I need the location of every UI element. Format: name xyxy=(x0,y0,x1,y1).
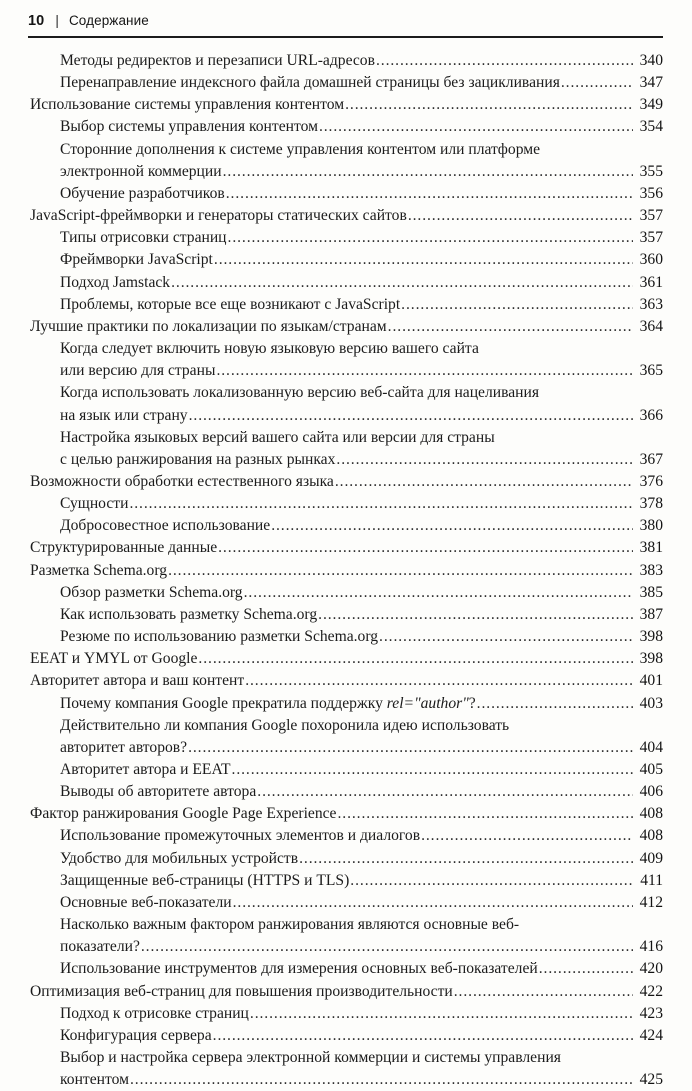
toc-dot-leader xyxy=(188,737,633,759)
toc-dot-leader xyxy=(228,227,633,249)
toc-entry[interactable] xyxy=(28,892,663,914)
toc-dot-leader xyxy=(226,183,633,205)
toc-entry-label: Почему компания Google прекратила поддержку rel="author"? xyxy=(60,694,476,712)
toc-page-number: 360 xyxy=(639,251,663,269)
toc-entry-line xyxy=(60,50,663,72)
toc-entry-line xyxy=(60,848,663,870)
toc-entry-label: EEAT и YMYL от Google xyxy=(30,650,198,668)
toc-entry-label: Лучшие практики по локализации по языкам/странам xyxy=(30,317,387,335)
toc-entry-label: Резюме по использованию разметки Schema.org xyxy=(60,628,379,646)
toc-entry[interactable] xyxy=(28,72,663,94)
toc-page-number: 376 xyxy=(639,472,663,490)
toc-page-number: 364 xyxy=(639,317,663,335)
toc-entry-line xyxy=(30,94,663,116)
toc-entry-label: Использование инструментов для измерения основных веб-показателей xyxy=(60,960,538,978)
toc-entry-label: Когда следует включить новую языковую версию вашего сайта xyxy=(60,340,479,358)
toc-dot-leader xyxy=(350,870,633,892)
toc-page-number: 380 xyxy=(639,517,663,535)
toc-dot-leader xyxy=(232,759,633,781)
toc-entry-label: Подход к отрисовке страниц xyxy=(60,1004,249,1022)
toc-page-number: 378 xyxy=(639,495,663,513)
toc-dot-leader xyxy=(336,449,633,471)
toc-entry-label: авторитет авторов? xyxy=(60,738,188,756)
toc-page-number: 406 xyxy=(639,783,663,801)
toc-dot-leader xyxy=(388,316,633,338)
toc-entry-line xyxy=(60,515,663,537)
toc-entry-line xyxy=(30,471,663,493)
toc-dot-leader xyxy=(130,1069,633,1091)
toc-dot-leader xyxy=(401,294,633,316)
toc-entry[interactable] xyxy=(28,604,663,626)
toc-entry-label: Настройка языковых версий вашего сайта или версии для страны xyxy=(60,428,495,446)
toc-entry[interactable] xyxy=(28,183,663,205)
toc-entry[interactable] xyxy=(28,848,663,870)
toc-entry-line xyxy=(60,825,663,847)
toc-entry-line xyxy=(60,249,663,271)
toc-entry[interactable] xyxy=(28,249,663,271)
toc-entry-label: Авторитет автора и ваш контент xyxy=(30,672,245,690)
toc-entry-label: Защищенные веб-страницы (HTTPS и TLS) xyxy=(60,871,350,889)
toc-page-number: 366 xyxy=(639,406,663,424)
toc-entry-line xyxy=(60,958,663,980)
toc-entry[interactable] xyxy=(28,227,663,249)
toc-entry-line xyxy=(30,316,663,338)
toc-entry-label: Фреймворки JavaScript xyxy=(60,251,213,269)
toc-page-number: 412 xyxy=(639,893,663,911)
toc-dot-leader xyxy=(319,116,633,138)
toc-entry-line xyxy=(60,449,663,471)
toc-entry-line xyxy=(60,72,663,94)
toc-entry[interactable] xyxy=(28,1025,663,1047)
toc-entry-line xyxy=(60,360,663,382)
toc-dot-leader xyxy=(223,161,633,183)
page-title: Содержание xyxy=(68,13,149,28)
toc-dot-leader xyxy=(189,405,633,427)
toc-entry-line xyxy=(60,604,663,626)
toc-page-number: 381 xyxy=(639,539,663,557)
toc-entry-line xyxy=(30,537,663,559)
toc-dot-leader xyxy=(129,493,633,515)
toc-entry-line xyxy=(60,892,663,914)
toc-entry[interactable] xyxy=(28,825,663,847)
toc-page-number: 398 xyxy=(639,650,663,668)
toc-entry-line xyxy=(60,1069,663,1091)
toc-entry[interactable] xyxy=(28,715,663,759)
toc-entry-continuation xyxy=(60,1047,663,1069)
toc-entry-label: электронной коммерции xyxy=(60,162,222,180)
toc-entry[interactable] xyxy=(28,493,663,515)
toc-dot-leader xyxy=(257,781,633,803)
toc-dot-leader xyxy=(141,936,633,958)
toc-entry-label: Фактор ранжирования Google Page Experience xyxy=(30,805,337,823)
toc-entry-line xyxy=(60,1003,663,1025)
toc-dot-leader xyxy=(299,848,633,870)
toc-entry[interactable] xyxy=(28,139,663,183)
toc-entry[interactable] xyxy=(28,626,663,648)
toc-entry-line xyxy=(60,737,663,759)
toc-entry-line xyxy=(60,582,663,604)
toc-entry-label: Выводы об авторитете автора xyxy=(60,783,257,801)
page-folio-number: 10 xyxy=(28,13,45,29)
header-separator: | xyxy=(55,13,59,28)
toc-entry-label: Обучение разработчиков xyxy=(60,184,225,202)
toc-entry-line xyxy=(60,294,663,316)
toc-entry-line xyxy=(60,759,663,781)
toc-entry[interactable] xyxy=(28,803,663,825)
toc-page-number: 387 xyxy=(639,605,663,623)
toc-entry-continuation xyxy=(60,914,663,936)
toc-entry-label: Обзор разметки Schema.org xyxy=(60,583,243,601)
toc-page-number: 349 xyxy=(639,96,663,114)
toc-dot-leader xyxy=(376,50,633,72)
toc-dot-leader xyxy=(244,582,633,604)
toc-entry-line xyxy=(60,493,663,515)
toc-entry-label: Авторитет автора и EEAT xyxy=(60,761,231,778)
running-header xyxy=(28,13,664,29)
toc-entry-label: или версию для страны xyxy=(60,362,216,380)
toc-dot-leader xyxy=(214,249,633,271)
toc-entry[interactable] xyxy=(28,981,663,1003)
toc-entry-label: Возможности обработки естественного языка xyxy=(30,472,334,490)
toc-dot-leader xyxy=(421,825,633,847)
toc-page-number: 383 xyxy=(639,561,663,579)
toc-entry-line xyxy=(60,405,663,427)
toc-entry-line xyxy=(60,227,663,249)
toc-page-number: 424 xyxy=(639,1026,663,1044)
toc-entry-label: Удобство для мобильных устройств xyxy=(60,849,299,867)
toc-entry-label: показатели? xyxy=(60,938,140,956)
toc-entry-continuation xyxy=(60,139,663,161)
toc-entry-label: Выбор системы управления контентом xyxy=(60,118,318,136)
toc-dot-leader xyxy=(345,94,633,116)
toc-page-number: 409 xyxy=(639,849,663,867)
toc-dot-leader xyxy=(168,560,633,582)
toc-entry-label: Использование промежуточных элементов и диалогов xyxy=(60,827,421,845)
toc-entry-label: Действительно ли компания Google похоронила идею использовать xyxy=(60,716,510,734)
toc-entry[interactable] xyxy=(28,427,663,471)
toc-entry[interactable] xyxy=(28,338,663,382)
toc-dot-leader xyxy=(198,648,633,670)
toc-entry-line xyxy=(60,870,663,892)
toc-page-number: 367 xyxy=(639,450,663,468)
toc-entry-label: Проблемы, которые все еще возникают с JavaScript xyxy=(60,295,401,313)
toc-entry[interactable] xyxy=(28,648,663,670)
toc-entry[interactable] xyxy=(28,1003,663,1025)
toc-entry-line xyxy=(60,781,663,803)
toc-page-number: 363 xyxy=(639,295,663,313)
toc-entry-line xyxy=(60,183,663,205)
toc-page-number: 416 xyxy=(639,938,663,956)
toc-entry[interactable] xyxy=(28,1047,663,1091)
toc-entry-label: Методы редиректов и перезаписи URL-адресов xyxy=(60,52,375,69)
toc-entry[interactable] xyxy=(28,759,663,781)
toc-entry-label: Использование системы управления контентом xyxy=(30,96,345,114)
toc-page-number: 347 xyxy=(639,74,663,92)
toc-dot-leader xyxy=(335,471,633,493)
toc-page-number: 357 xyxy=(639,207,663,225)
toc-dot-leader xyxy=(477,693,633,715)
toc-entry-label: Сущности xyxy=(60,495,129,513)
toc-page-number: 385 xyxy=(639,583,663,601)
toc-entry-line xyxy=(60,272,663,294)
toc-entry-label: Когда использовать локализованную версию веб-сайта для нацеливания xyxy=(60,384,540,402)
toc-entry-label: Конфигурация сервера xyxy=(60,1026,212,1044)
toc-dot-leader xyxy=(539,958,633,980)
toc-entry[interactable] xyxy=(28,294,663,316)
toc-entry-label: Как использовать разметку Schema.org xyxy=(60,605,318,623)
toc-page-number: 356 xyxy=(639,184,663,202)
toc-page-number: 340 xyxy=(639,52,663,69)
toc-entry[interactable] xyxy=(28,958,663,980)
toc-entry[interactable] xyxy=(28,914,663,958)
toc-entry-label: Насколько важным фактором ранжирования являются основные веб- xyxy=(60,916,520,934)
toc-page-number: 354 xyxy=(639,118,663,136)
toc-page-number: 355 xyxy=(639,162,663,180)
toc-dot-leader xyxy=(271,515,633,537)
toc-page-number: 357 xyxy=(639,229,663,247)
toc-entry-label: Основные веб-показатели xyxy=(60,893,232,911)
toc-entry-line xyxy=(30,670,663,692)
toc-entry[interactable] xyxy=(28,471,663,493)
toc-entry-label: Перенаправление индексного файла домашней страницы без зацикливания xyxy=(60,74,560,92)
toc-entry-label: Сторонние дополнения к системе управления контентом или платформе xyxy=(60,140,541,158)
toc-entry-continuation xyxy=(60,338,663,360)
toc-entry[interactable] xyxy=(28,94,663,116)
toc-entry-label: с целью ранжирования на разных рынках xyxy=(60,450,336,468)
toc-page-number: 425 xyxy=(639,1071,663,1089)
toc-entry-line xyxy=(30,981,663,1003)
toc-dot-leader xyxy=(379,626,633,648)
toc-entry[interactable] xyxy=(28,582,663,604)
toc-entry-continuation xyxy=(60,427,663,449)
toc-entry-line xyxy=(30,560,663,582)
toc-entry-label: Оптимизация веб-страниц для повышения производительности xyxy=(30,982,453,1000)
toc-entry[interactable] xyxy=(28,116,663,138)
toc-entry[interactable] xyxy=(28,515,663,537)
toc-page-number: 405 xyxy=(639,761,663,778)
toc-page-number: 361 xyxy=(639,273,663,291)
toc-entry-label: Разметка Schema.org xyxy=(30,561,168,579)
toc-page-number: 422 xyxy=(639,982,663,1000)
toc-dot-leader xyxy=(318,604,633,626)
toc-dot-leader xyxy=(408,205,633,227)
toc-entry-line xyxy=(30,803,663,825)
toc-entry-line xyxy=(60,626,663,648)
toc-dot-leader xyxy=(454,981,633,1003)
toc-entry-continuation xyxy=(60,715,663,737)
toc-entry-continuation xyxy=(60,382,663,404)
toc-entry-label: Выбор и настройка сервера электронной коммерции и системы управления xyxy=(60,1049,561,1067)
header-divider xyxy=(28,36,663,38)
toc-entry-line xyxy=(60,936,663,958)
toc-dot-leader xyxy=(216,360,633,382)
toc-page-number: 404 xyxy=(639,738,663,756)
toc-entry[interactable] xyxy=(28,205,663,227)
table-of-contents xyxy=(28,50,663,1091)
toc-entry[interactable] xyxy=(28,693,663,715)
toc-entry-label: JavaScript-фреймворки и генераторы статических сайтов xyxy=(30,207,407,225)
toc-page-number: 411 xyxy=(640,871,663,889)
toc-entry-line xyxy=(30,648,663,670)
toc-entry[interactable] xyxy=(28,50,663,72)
toc-page-number: 408 xyxy=(639,805,663,823)
toc-dot-leader xyxy=(213,1025,633,1047)
toc-entry-line xyxy=(60,1025,663,1047)
toc-entry[interactable] xyxy=(28,560,663,582)
toc-page-number: 408 xyxy=(639,827,663,845)
toc-entry-line xyxy=(60,693,663,715)
toc-entry[interactable] xyxy=(28,382,663,426)
toc-page-number: 423 xyxy=(639,1004,663,1022)
toc-entry[interactable] xyxy=(28,781,663,803)
toc-entry[interactable] xyxy=(28,870,663,892)
toc-entry-line xyxy=(30,205,663,227)
toc-page-number: 420 xyxy=(639,960,663,978)
toc-entry-code-term: rel="author" xyxy=(386,694,469,712)
toc-entry[interactable] xyxy=(28,670,663,692)
toc-dot-leader xyxy=(250,1003,633,1025)
toc-dot-leader xyxy=(337,803,633,825)
toc-entry[interactable] xyxy=(28,537,663,559)
toc-page-number: 365 xyxy=(639,362,663,380)
toc-entry-line xyxy=(60,161,663,183)
toc-entry-label: контентом xyxy=(60,1071,129,1089)
toc-dot-leader xyxy=(561,72,633,94)
toc-entry-label: Структурированные данные xyxy=(30,539,218,557)
toc-dot-leader xyxy=(218,537,633,559)
toc-entry-line xyxy=(60,116,663,138)
toc-dot-leader xyxy=(171,272,633,294)
toc-entry-label: Добросовестное использование xyxy=(60,517,271,535)
toc-page-number: 403 xyxy=(639,694,663,712)
toc-dot-leader xyxy=(233,892,633,914)
toc-page-number: 401 xyxy=(639,672,663,690)
toc-dot-leader xyxy=(245,670,633,692)
toc-entry[interactable] xyxy=(28,272,663,294)
toc-page-number: 398 xyxy=(639,628,663,646)
toc-entry[interactable] xyxy=(28,316,663,338)
toc-entry-label: Подход Jamstack xyxy=(60,273,171,291)
toc-entry-label: Типы отрисовки страниц xyxy=(60,229,227,247)
toc-entry-label: на язык или страну xyxy=(60,406,188,424)
